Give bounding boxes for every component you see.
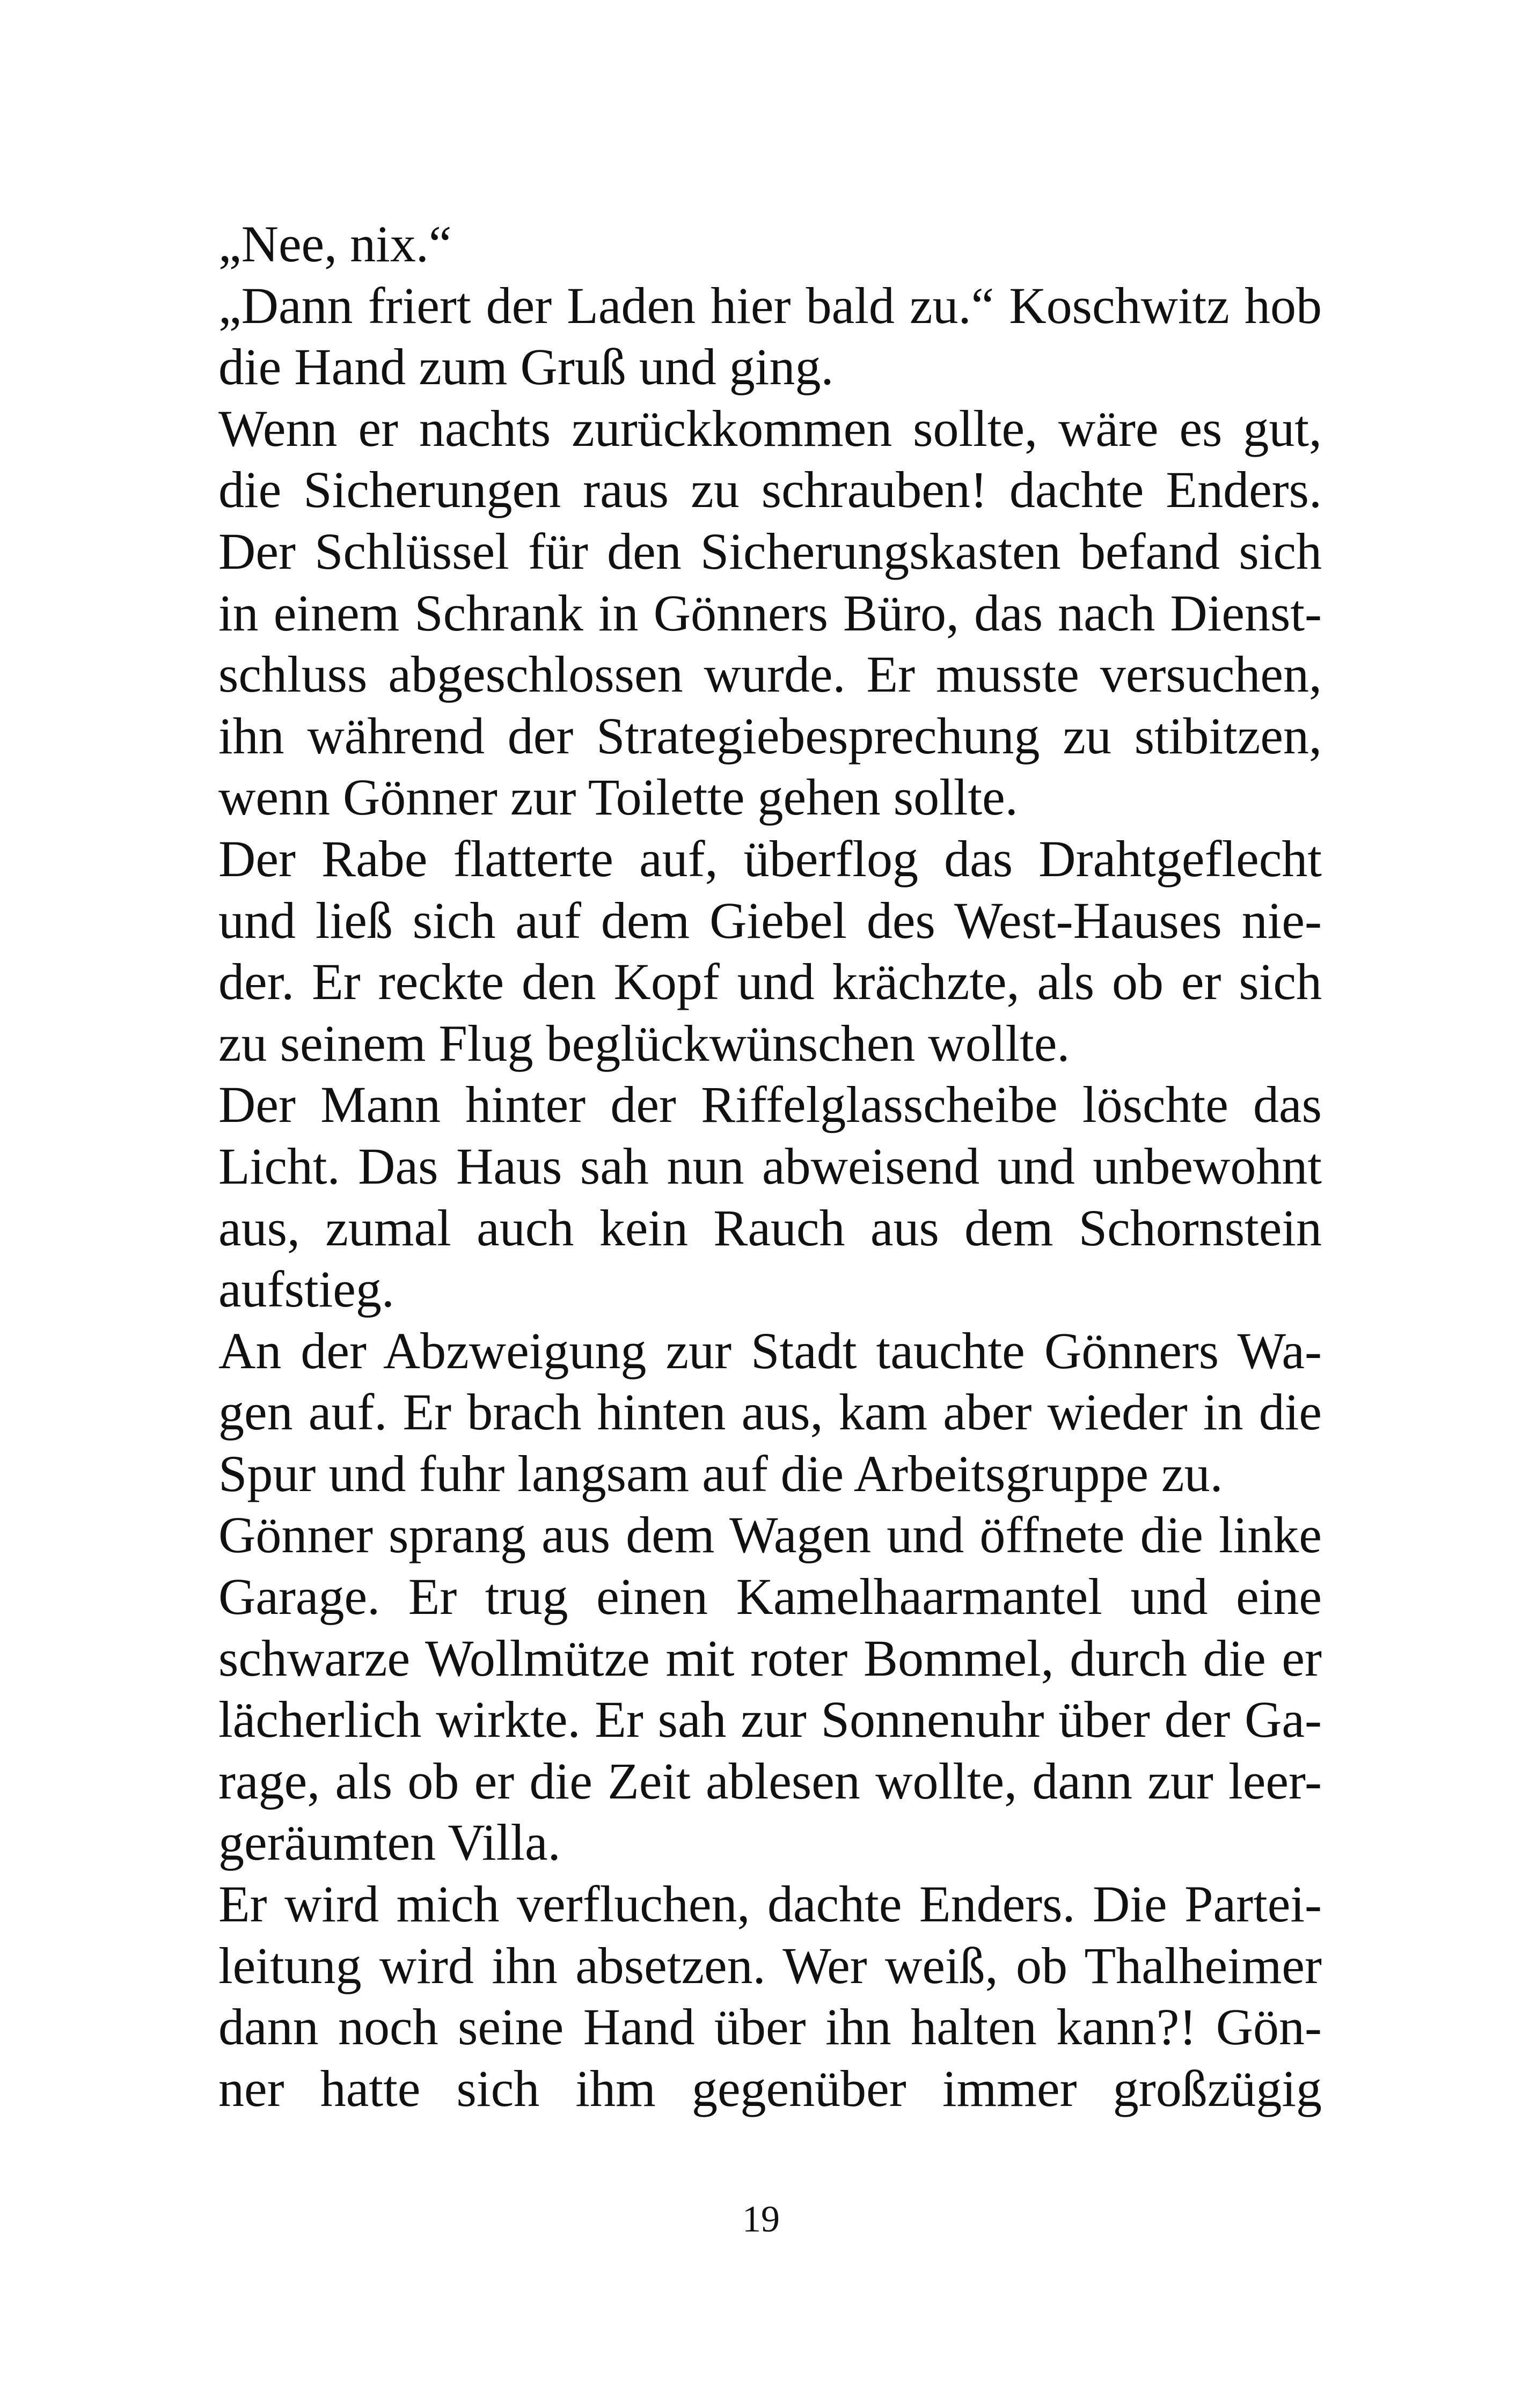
text-line: lächerlich wirkte. Er sah zur Sonnenuhr über der Ga-: [218, 1691, 1322, 1749]
text-line: Wenn er nachts zurückkommen sollte, wäre es gut,: [218, 399, 1322, 457]
text-line: ner hatte sich ihm gegenüber immer großzügig: [218, 2059, 1322, 2117]
text-line: aufstieg.: [218, 1260, 394, 1318]
text-line: der. Er reckte den Kopf und krächzte, als ob er sich: [218, 953, 1322, 1011]
text-line: aus, zumal auch kein Rauch aus dem Schornstein: [218, 1199, 1322, 1257]
text-line: schwarze Wollmütze mit roter Bommel, durch die er: [218, 1629, 1322, 1687]
text-line: zu seinem Flug beglückwünschen wollte.: [218, 1014, 1070, 1072]
text-line: wenn Gönner zur Toilette gehen sollte.: [218, 768, 1018, 826]
text-line: die Hand zum Gruß und ging.: [218, 338, 834, 396]
text-line: geräumten Villa.: [218, 1814, 561, 1871]
text-line: An der Abzweigung zur Stadt tauchte Gönners Wa-: [218, 1322, 1322, 1379]
text-line: „Nee, nix.“: [218, 215, 452, 273]
text-line: ihn während der Strategiebesprechung zu stibitzen,: [218, 707, 1322, 765]
text-line: Der Rabe flatterte auf, überflog das Drahtgeflecht: [218, 829, 1322, 887]
text-line: dann noch seine Hand über ihn halten kann?! Gön-: [218, 1998, 1322, 2056]
text-line: Er wird mich verfluchen, dachte Enders. Die Partei-: [218, 1875, 1322, 1933]
text-line: die Sicherungen raus zu schrauben! dachte Enders.: [218, 461, 1322, 519]
text-line: leitung wird ihn absetzen. Wer weiß, ob Thalheimer: [218, 1936, 1322, 1994]
text-line: Gönner sprang aus dem Wagen und öffnete die linke: [218, 1506, 1322, 1564]
text-line: rage, als ob er die Zeit ablesen wollte, dann zur leer-: [218, 1752, 1322, 1810]
page-number: 19: [742, 2199, 780, 2240]
text-line: Garage. Er trug einen Kamelhaarmantel und eine: [218, 1568, 1322, 1626]
text-line: und ließ sich auf dem Giebel des West-Hauses nie-: [218, 891, 1322, 949]
text-line: Der Schlüssel für den Sicherungskasten befand sich: [218, 522, 1322, 580]
body-text: [218, 214, 1322, 2119]
text-line: Licht. Das Haus sah nun abweisend und unbewohnt: [218, 1137, 1322, 1195]
text-line: gen auf. Er brach hinten aus, kam aber wieder in die: [218, 1383, 1322, 1441]
text-line: Der Mann hinter der Riffelglasscheibe löschte das: [218, 1076, 1322, 1134]
text-line: schluss abgeschlossen wurde. Er musste versuchen,: [218, 645, 1322, 703]
text-line: in einem Schrank in Gönners Büro, das nach Dienst-: [218, 584, 1322, 642]
text-line: „Dann friert der Laden hier bald zu.“ Koschwitz hob: [218, 276, 1322, 334]
text-line: Spur und fuhr langsam auf die Arbeitsgruppe zu.: [218, 1444, 1223, 1502]
